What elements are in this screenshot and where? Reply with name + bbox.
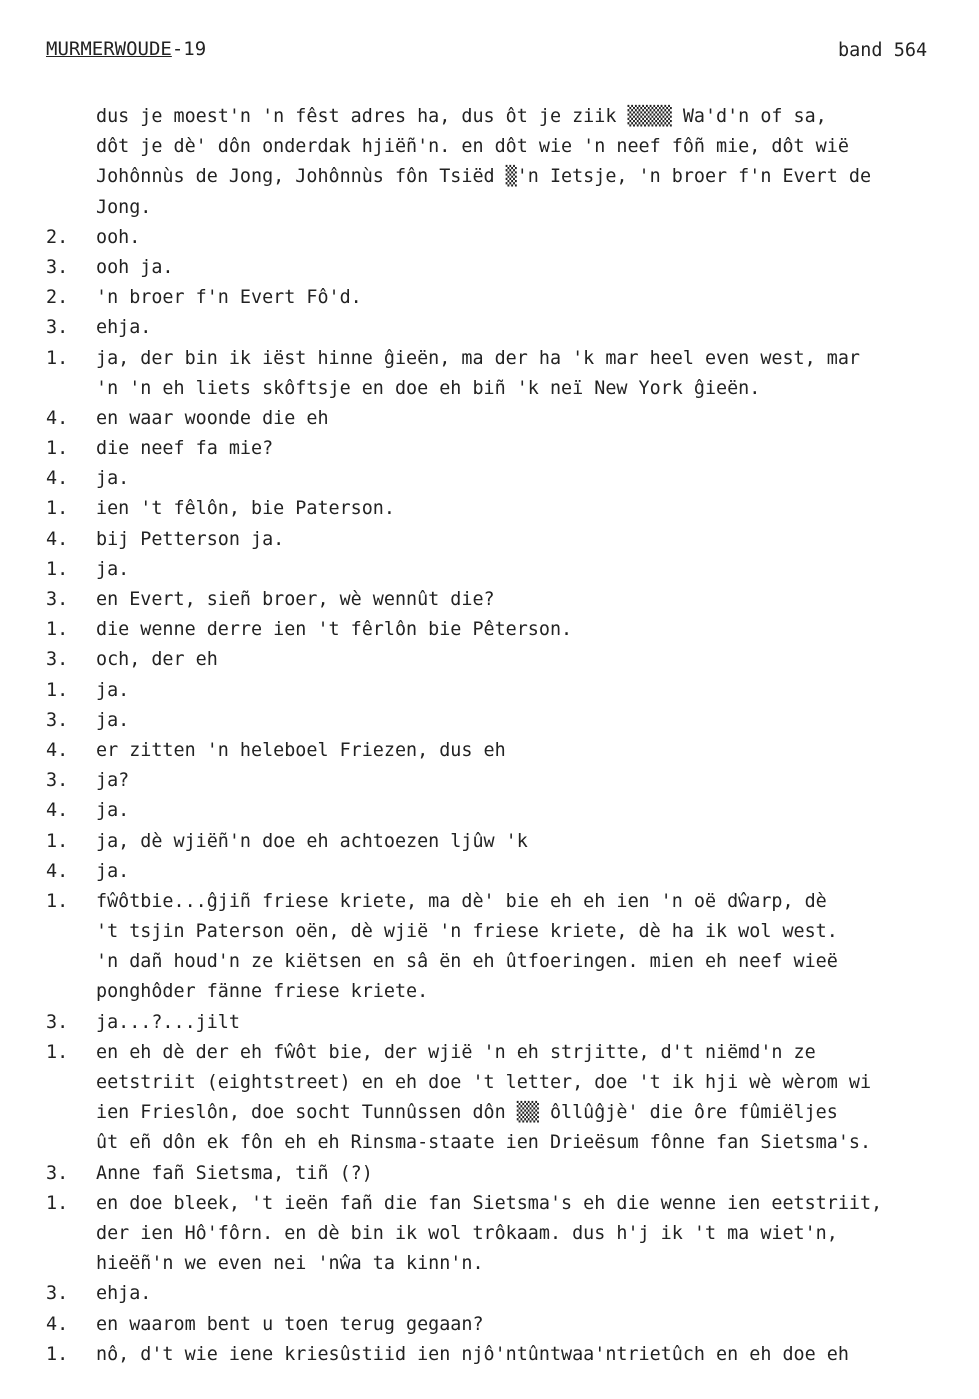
speaker-number: 4. bbox=[46, 800, 69, 822]
line-text: Johônnùs de Jong, Johônnùs fôn Tsiëd ▒'n Ietsje, 'n broer f'n Evert de bbox=[96, 166, 872, 188]
line-text: der ien Hô'fôrn. en dè bin ik wol trôkaam. dus h'j ik 't ma wiet'n, bbox=[96, 1222, 838, 1244]
transcript-line bbox=[0, 1219, 979, 1249]
line-text: ja. bbox=[96, 558, 130, 580]
transcript-line bbox=[0, 585, 979, 615]
line-text: nô, d't wie iene kriesûstiid ien njô'ntûntwaa'ntrietûch en eh doe eh bbox=[96, 1343, 849, 1365]
transcript-line bbox=[0, 494, 979, 524]
speaker-number: 1. bbox=[46, 830, 69, 852]
line-text: en doe bleek, 't ieën fañ die fan Sietsma's eh die wenne ien eetstriit, bbox=[96, 1192, 883, 1214]
speaker-number: 3. bbox=[46, 649, 69, 671]
line-text: ja, der bin ik iëst hinne ĝieën, ma der ha 'k mar heel even west, mar bbox=[96, 347, 860, 369]
speaker-number: 1. bbox=[46, 1192, 69, 1214]
transcript-line bbox=[0, 223, 979, 253]
transcript-line bbox=[0, 313, 979, 343]
line-text: dus je moest'n 'n fêst adres ha, dus ôt je ziik ▒▒▒▒ Wa'd'n of sa, bbox=[96, 106, 827, 127]
line-text: fŵôtbie...ĝjiñ friese kriete, ma dè' bie eh eh ien 'n oë dŵarp, dè bbox=[96, 890, 827, 912]
speaker-number: 1. bbox=[46, 890, 69, 912]
line-text: dôt je dè' dôn onderdak hjiëñ'n. en dôt wie 'n neef fôñ mie, dôt wië bbox=[96, 136, 849, 158]
line-text: er zitten 'n heleboel Friezen, dus eh bbox=[96, 739, 506, 761]
line-text: ooh ja. bbox=[96, 256, 174, 278]
transcript-line bbox=[0, 404, 979, 434]
line-text: en Evert, sieñ broer, wè wennût die? bbox=[96, 589, 495, 610]
line-text: ien Frieslôn, doe socht Tunnûssen dôn ▒▒ ôllûĝjè' die ôre fûmiëljes bbox=[96, 1102, 838, 1124]
transcript-line bbox=[0, 1068, 979, 1098]
line-text: ja, dè wjiëñ'n doe eh achtoezen ljûw 'k bbox=[96, 830, 528, 852]
line-text: och, der eh bbox=[96, 649, 218, 671]
speaker-number: 1. bbox=[46, 347, 69, 369]
speaker-number: 1. bbox=[46, 558, 69, 580]
speaker-number: 3. bbox=[46, 1011, 69, 1033]
transcript-line bbox=[0, 977, 979, 1007]
speaker-number: 4. bbox=[46, 468, 69, 490]
transcript-line bbox=[0, 374, 979, 404]
line-text: ja. bbox=[96, 468, 130, 490]
transcript-line bbox=[0, 193, 979, 223]
speaker-number: 3. bbox=[46, 770, 69, 792]
transcript-line bbox=[0, 525, 979, 555]
transcript-line bbox=[0, 1098, 979, 1128]
transcript-line bbox=[0, 132, 979, 162]
header-page-number: -19 bbox=[171, 38, 207, 60]
line-text: ja. bbox=[96, 679, 130, 701]
transcript-line bbox=[0, 1340, 979, 1370]
transcript-line bbox=[0, 1038, 979, 1068]
line-text: ja. bbox=[96, 860, 130, 882]
speaker-number: 3. bbox=[46, 317, 69, 339]
line-text: Jong. bbox=[96, 196, 152, 218]
line-text: 't tsjin Paterson oën, dè wjië 'n friese kriete, dè ha ik wol west. bbox=[96, 921, 838, 943]
transcript-line bbox=[0, 827, 979, 857]
line-text: ja. bbox=[96, 800, 130, 822]
transcript-line bbox=[0, 1189, 979, 1219]
transcript-line bbox=[0, 917, 979, 947]
transcript-line bbox=[0, 102, 979, 132]
transcript-line bbox=[0, 1128, 979, 1158]
transcript-line bbox=[0, 1310, 979, 1340]
transcript-line bbox=[0, 283, 979, 313]
speaker-number: 1. bbox=[46, 619, 69, 641]
speaker-number: 1. bbox=[46, 498, 69, 520]
speaker-number: 3. bbox=[46, 256, 69, 278]
line-text: ooh. bbox=[96, 226, 141, 248]
speaker-number: 3. bbox=[46, 709, 69, 731]
speaker-number: 3. bbox=[46, 1162, 69, 1184]
transcript-line bbox=[0, 887, 979, 917]
line-text: ja...?...jilt bbox=[96, 1011, 240, 1033]
speaker-number: 3. bbox=[46, 589, 69, 610]
transcript-line bbox=[0, 1008, 979, 1038]
speaker-number: 1. bbox=[46, 1343, 69, 1365]
speaker-number: 4. bbox=[46, 739, 69, 761]
transcript-line bbox=[0, 706, 979, 736]
transcript-line bbox=[0, 344, 979, 374]
transcript-line bbox=[0, 857, 979, 887]
line-text: 'n 'n eh liets skôftsje en doe eh biñ 'k neï New York ĝieën. bbox=[96, 377, 761, 399]
speaker-number: 1. bbox=[46, 438, 69, 460]
transcript-line bbox=[0, 947, 979, 977]
transcript-line bbox=[0, 796, 979, 826]
speaker-number: 2. bbox=[46, 226, 69, 248]
page-header-title bbox=[46, 38, 206, 60]
transcript-body bbox=[0, 102, 979, 1370]
speaker-number: 4. bbox=[46, 407, 69, 429]
transcript-line bbox=[0, 253, 979, 283]
transcript-line bbox=[0, 766, 979, 796]
line-text: ehja. bbox=[96, 317, 152, 339]
line-text: ût eñ dôn ek fôn eh eh Rinsma-staate ien Drieësum fônne fan Sietsma's. bbox=[96, 1132, 872, 1154]
speaker-number: 4. bbox=[46, 860, 69, 882]
line-text: die neef fa mie? bbox=[96, 438, 274, 460]
line-text: die wenne derre ien 't fêrlôn bie Pêterson. bbox=[96, 619, 573, 641]
speaker-number: 1. bbox=[46, 679, 69, 701]
speaker-number: 1. bbox=[46, 1041, 69, 1063]
line-text: hieëñ'n we even nei 'nŵa ta kinn'n. bbox=[96, 1253, 484, 1275]
transcript-line bbox=[0, 555, 979, 585]
line-text: Anne fañ Sietsma, tiñ (?) bbox=[96, 1162, 373, 1184]
line-text: bij Petterson ja. bbox=[96, 528, 285, 550]
transcript-line bbox=[0, 434, 979, 464]
line-text: en eh dè der eh fŵôt bie, der wjië 'n eh strjitte, d't niëmd'n ze bbox=[96, 1041, 816, 1063]
transcript-line bbox=[0, 676, 979, 706]
line-text: 'n dañ houd'n ze kiëtsen en sâ ën eh ûtfoeringen. mien eh neef wieë bbox=[96, 951, 838, 973]
transcript-line bbox=[0, 615, 979, 645]
line-text: en waar woonde die eh bbox=[96, 407, 329, 429]
transcript-line bbox=[0, 645, 979, 675]
line-text: ien 't fêlôn, bie Paterson. bbox=[96, 498, 395, 520]
transcript-line bbox=[0, 1279, 979, 1309]
line-text: ponghôder fänne friese kriete. bbox=[96, 981, 429, 1003]
line-text: ja. bbox=[96, 709, 130, 731]
transcript-line bbox=[0, 162, 979, 192]
line-text: ja? bbox=[96, 770, 130, 792]
speaker-number: 3. bbox=[46, 1283, 69, 1305]
line-text: ehja. bbox=[96, 1283, 152, 1305]
line-text: 'n broer f'n Evert Fô'd. bbox=[96, 287, 362, 309]
line-text: en waarom bent u toen terug gegaan? bbox=[96, 1313, 484, 1335]
speaker-number: 4. bbox=[46, 528, 69, 550]
transcript-line bbox=[0, 464, 979, 494]
speaker-number: 2. bbox=[46, 287, 69, 309]
header-title: MURMERWOUDE bbox=[46, 38, 172, 60]
speaker-number: 4. bbox=[46, 1313, 69, 1335]
header-band: band 564 bbox=[838, 40, 928, 61]
line-text: eetstriit (eightstreet) en eh doe 't letter, doe 't ik hji wè wèrom wi bbox=[96, 1072, 872, 1093]
transcript-line bbox=[0, 1159, 979, 1189]
transcript-line bbox=[0, 1249, 979, 1279]
transcript-line bbox=[0, 736, 979, 766]
